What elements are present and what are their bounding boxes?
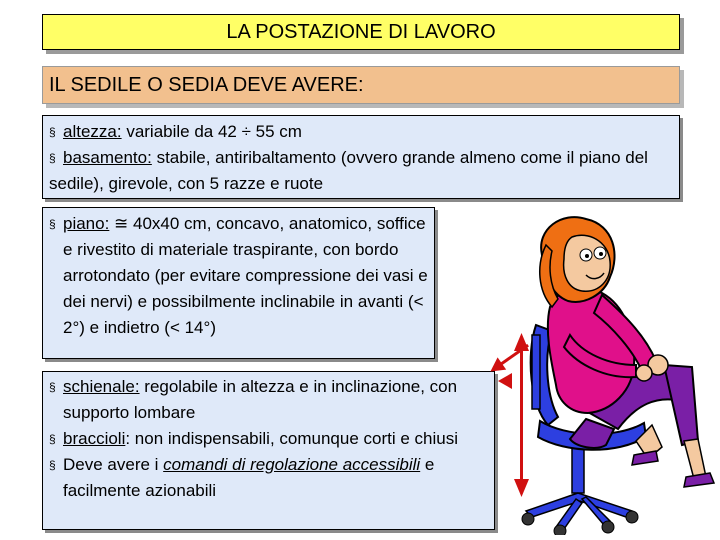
list-item-schienale bbox=[49, 374, 488, 426]
woman-on-office-chair-icon bbox=[486, 215, 716, 535]
text-schienale: regolabile in altezza e in inclinazione, con supporto lombare bbox=[63, 377, 458, 422]
term-basamento: basamento: bbox=[63, 148, 152, 167]
requirements-box-seat bbox=[42, 207, 435, 359]
text-braccioli: : non indispensabili, comunque corti e chiusi bbox=[125, 429, 458, 448]
list-item-basamento bbox=[49, 145, 673, 197]
text-basamento: stabile, antiribaltamento (ovvero grande almeno come il piano del sedile), girevole, con 5 razze e ruote bbox=[49, 148, 648, 193]
term-braccioli: braccioli bbox=[63, 429, 126, 448]
term-piano: piano: bbox=[63, 214, 110, 233]
text-piano: ≅ 40x40 cm, concavo, anatomico, soffice e rivestito di materiale traspirante, con bordo arrotondato (per evitare compressione dei vasi e dei nervi) e possibilmente inclinabile in avanti (< 2°) e indietro (< 14°) bbox=[63, 214, 428, 337]
list-item-piano bbox=[49, 211, 428, 341]
term-comandi: comandi di regolazione accessibili bbox=[163, 455, 421, 474]
slide-subtitle bbox=[42, 66, 680, 104]
chair-base-icon bbox=[522, 447, 638, 535]
slide-title-text: LA POSTAZIONE DI LAVORO bbox=[226, 20, 496, 43]
list-item-comandi bbox=[49, 452, 488, 504]
slide-subtitle-text: IL SEDILE O SEDIA DEVE AVERE: bbox=[49, 73, 364, 96]
list-item-altezza bbox=[49, 119, 673, 145]
bullet-icon: § bbox=[49, 432, 56, 446]
backrest-adjust-arrows-icon bbox=[486, 333, 532, 497]
term-schienale: schienale: bbox=[63, 377, 140, 396]
bullet-icon: § bbox=[49, 380, 56, 394]
text-comandi-suffix: e facilmente azionabili bbox=[63, 455, 435, 500]
bullet-icon: § bbox=[49, 151, 56, 165]
requirements-box-height-base bbox=[42, 115, 680, 199]
text-altezza: variabile da 42 ÷ 55 cm bbox=[121, 122, 302, 141]
slide-title bbox=[42, 14, 680, 50]
bullet-icon: § bbox=[49, 217, 56, 231]
requirements-box-backrest bbox=[42, 371, 495, 530]
term-altezza: altezza: bbox=[63, 122, 122, 141]
list-item-braccioli bbox=[49, 426, 488, 452]
bullet-icon: § bbox=[49, 125, 56, 139]
text-comandi-prefix: Deve avere i bbox=[63, 455, 164, 474]
bullet-icon: § bbox=[49, 458, 56, 472]
